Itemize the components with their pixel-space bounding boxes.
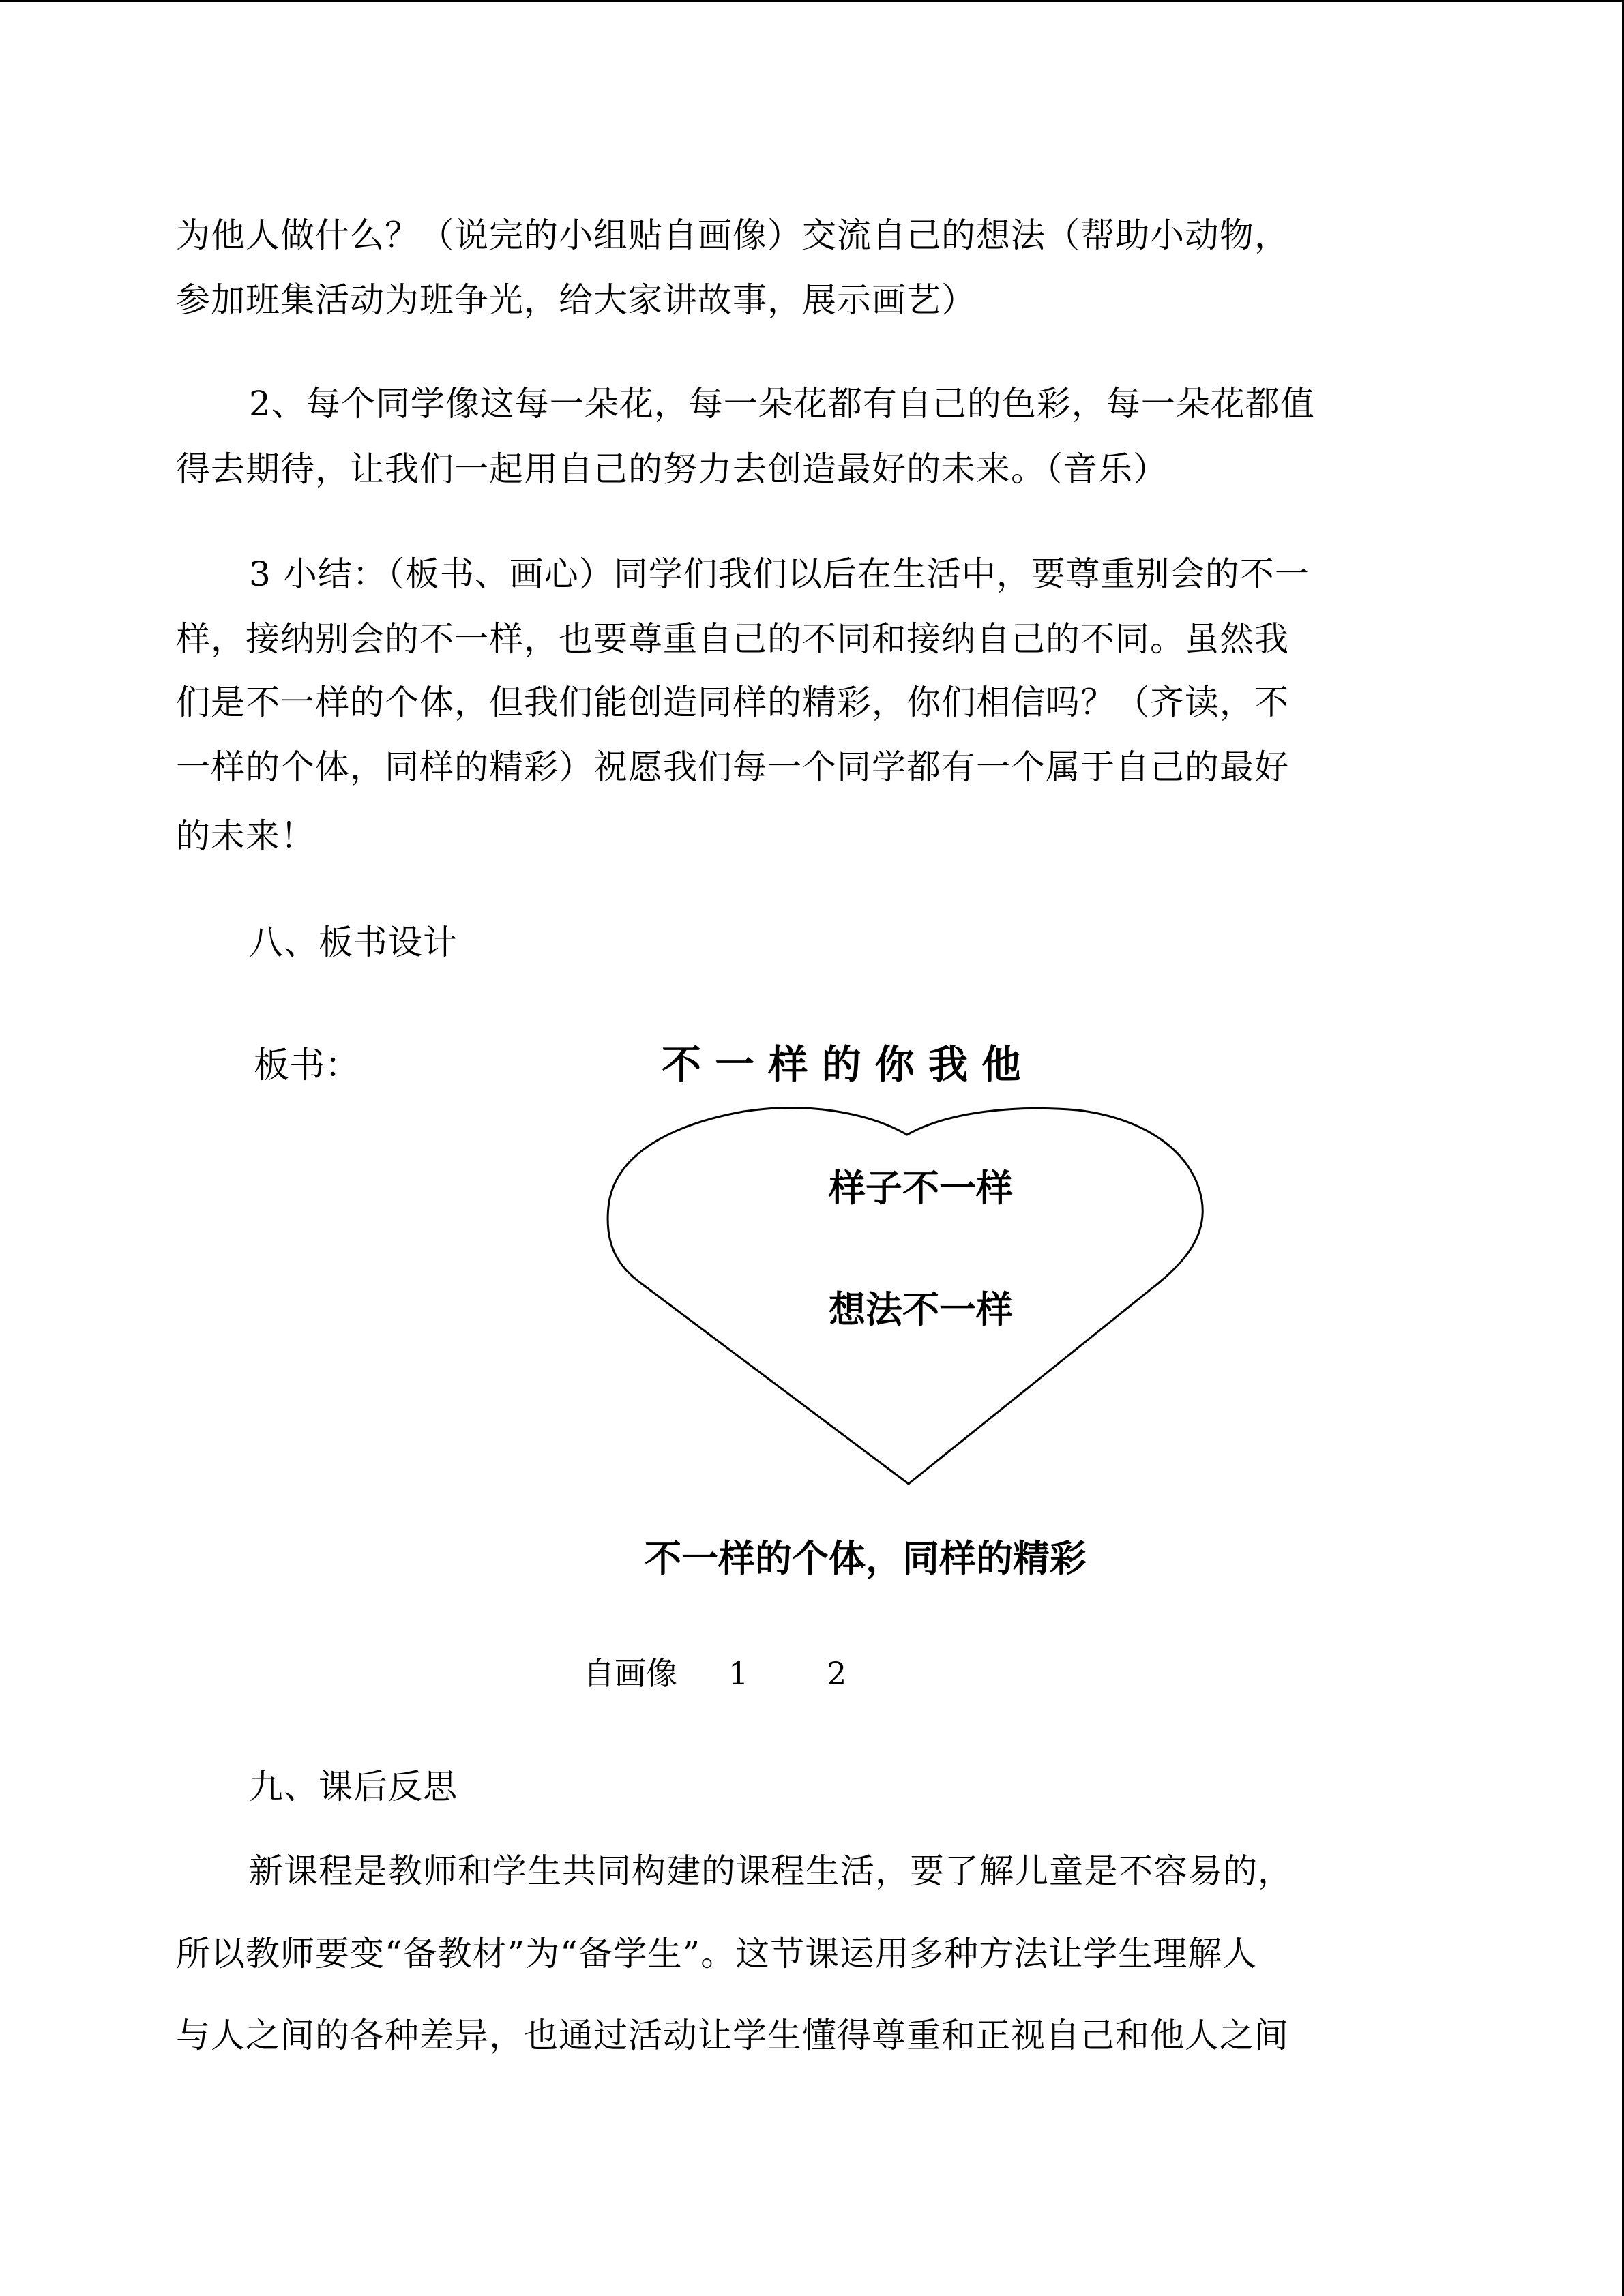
heart-line-1: 样子不一样 xyxy=(829,1167,1013,1210)
reflection-line-1: 新课程是教师和学生共同构建的课程生活，要了解儿童是不容易的， xyxy=(249,1851,1293,1891)
board-title: 不 一 样 的 你 我 他 xyxy=(662,1041,1022,1088)
paragraph-3-line-3: 们是不一样的个体，但我们能创造同样的精彩，你们相信吗？（齐读，不 xyxy=(176,683,1289,722)
reflection-line-2: 所以教师要变“备教材”为“备学生”。这节课运用多种方法让学生理解人 xyxy=(176,1934,1258,1973)
heart-line-2: 想法不一样 xyxy=(829,1288,1013,1331)
footer-number-1: 1 xyxy=(728,1655,749,1692)
board-label: 板书： xyxy=(254,1045,361,1086)
paragraph-3-line-5: 的未来！ xyxy=(176,816,315,856)
board-slogan: 不一样的个体，同样的精彩 xyxy=(645,1537,1087,1580)
footer-number-2: 2 xyxy=(827,1655,847,1692)
section-9-heading: 九、课后反思 xyxy=(249,1767,458,1806)
paragraph-1-line-2: 参加班集活动为班争光，给大家讲故事，展示画艺） xyxy=(176,280,976,320)
paragraph-3-line-4: 一样的个体，同样的精彩）祝愿我们每一个同学都有一个属于自己的最好 xyxy=(176,747,1289,787)
paragraph-3-line-1: 3 小结：（板书、画心）同学们我们以后在生活中，要尊重别会的不一 xyxy=(249,554,1310,594)
footer-label: 自画像 xyxy=(583,1655,677,1692)
paragraph-1-line-1: 为他人做什么？（说完的小组贴自画像）交流自己的想法（帮助小动物， xyxy=(176,215,1289,255)
paragraph-3-line-2: 样，接纳别会的不一样，也要尊重自己的不同和接纳自己的不同。虽然我 xyxy=(176,619,1289,659)
section-8-heading: 八、板书设计 xyxy=(249,923,458,962)
paragraph-2-line-2: 得去期待，让我们一起用自己的努力去创造最好的未来。（音乐） xyxy=(176,449,1168,489)
reflection-line-3: 与人之间的各种差异，也通过活动让学生懂得尊重和正视自己和他人之间 xyxy=(176,2016,1289,2055)
paragraph-2-line-1: 2、每个同学像这每一朵花，每一朵花都有自己的色彩，每一朵花都值 xyxy=(249,384,1315,423)
